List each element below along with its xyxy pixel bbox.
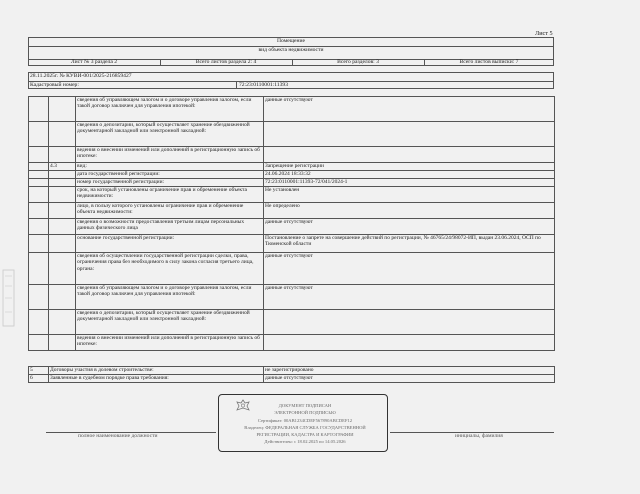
cadastral-value: 72:23:0110001:11393	[239, 82, 288, 88]
sections-table	[28, 366, 555, 383]
header-title: Помещение	[276, 38, 305, 44]
cadastral-label: Кадастровый номер:	[30, 82, 79, 88]
table-row: ведения о внесении изменений или дополнений в регистрационную запись об ипотеке:	[29, 335, 555, 351]
scan-watermark-icon	[2, 268, 16, 328]
signature-position-caption: полное наименование должности	[78, 433, 158, 439]
table-row: 4.3 вид: Запрещение регистрации	[29, 163, 555, 171]
table-row: сведения о депозитарии, который осуществляет хранение обездвиженной документарной закладной или электронной закладной:	[29, 122, 555, 147]
table-row: сведения об осуществлении государственной регистрации сделки, права, ограничения права без необходимого в силу закона согласия третьего лица, органа: данные отсутствуют	[29, 253, 555, 285]
stamp-line: ЭЛЕКТРОННОЙ ПОДПИСЬЮ	[274, 410, 336, 415]
stamp-line: Сертификат: 00AB1234CDEF567890ABCDEF12	[257, 418, 353, 423]
header-cell-total-sheets: Всего листов выписки: 7	[459, 59, 519, 65]
extract-date-number: 28.11.2025г. № КУВИ-001/2025-216859427	[30, 73, 132, 79]
table-row: номер государственной регистрации: 72:23:0110001:11393-72/041/2024-1	[29, 179, 555, 187]
table-row: сведения о возможности предоставления третьим лицам персональных данных физического лица данные отсутствуют	[29, 219, 555, 235]
electronic-signature-stamp	[218, 394, 388, 452]
stamp-line: Владелец: ФЕДЕРАЛЬНАЯ СЛУЖБА ГОСУДАРСТВЕННОЙ	[244, 425, 366, 430]
stamp-line: ДОКУМЕНТ ПОДПИСАН	[278, 403, 332, 408]
table-row: 5 Договоры участия в долевом строительстве: не зарегистрировано	[29, 367, 555, 375]
table-row: сведения о депозитарии, который осуществляет хранение обездвиженной документарной закладной или электронной закладной:	[29, 310, 555, 335]
table-row: дата государственной регистрации: 24.06.2024 18:33:32	[29, 171, 555, 179]
table-row: 6 Заявленные в судебном порядке права требования: данные отсутствуют	[29, 375, 555, 383]
stamp-line: Действителен: с 18.02.2025 по 14.05.2026	[264, 439, 346, 444]
table-row: ведения о внесении изменений или дополнений в регистрационную запись об ипотеке:	[29, 147, 555, 163]
sheet-label: Лист 5	[535, 30, 553, 37]
encumbrance-table	[28, 96, 555, 351]
table-row: сведения об управляющем залогом и о договоре управления залогом, если такой договор заключен для управления ипотекой: данные отсутствуют	[29, 97, 555, 122]
table-row: основание государственной регистрации: Постановление о запрете на совершение действий по регистрации, № 46765/24/98072-ИП, выдан 23.06.2024, ОСП по Тюменской области	[29, 235, 555, 253]
table-row: лицо, в пользу которого установлены ограничение прав и обременение объекта недвижимости: Не определено	[29, 203, 555, 219]
header-cell-sheet: Лист № 3 раздела 2	[70, 59, 118, 65]
table-row: срок, на который установлены ограничение прав и обременение объекта недвижимости: Не установлен	[29, 187, 555, 203]
header-cell-section-sheets: Всего листов раздела 2: 4	[195, 59, 257, 65]
table-row: сведения об управляющем залогом и о договоре управления залогом, если такой договор заключен для управления ипотекой: данные отсутствуют	[29, 285, 555, 310]
stamp-line: РЕГИСТРАЦИИ, КАДАСТРА И КАРТОГРАФИИ	[256, 432, 354, 437]
header-subtitle: вид объекта недвижимости	[258, 47, 324, 53]
signature-name-caption: инициалы, фамилия	[455, 433, 503, 439]
header-cell-sections: Всего разделов: 3	[337, 59, 379, 65]
